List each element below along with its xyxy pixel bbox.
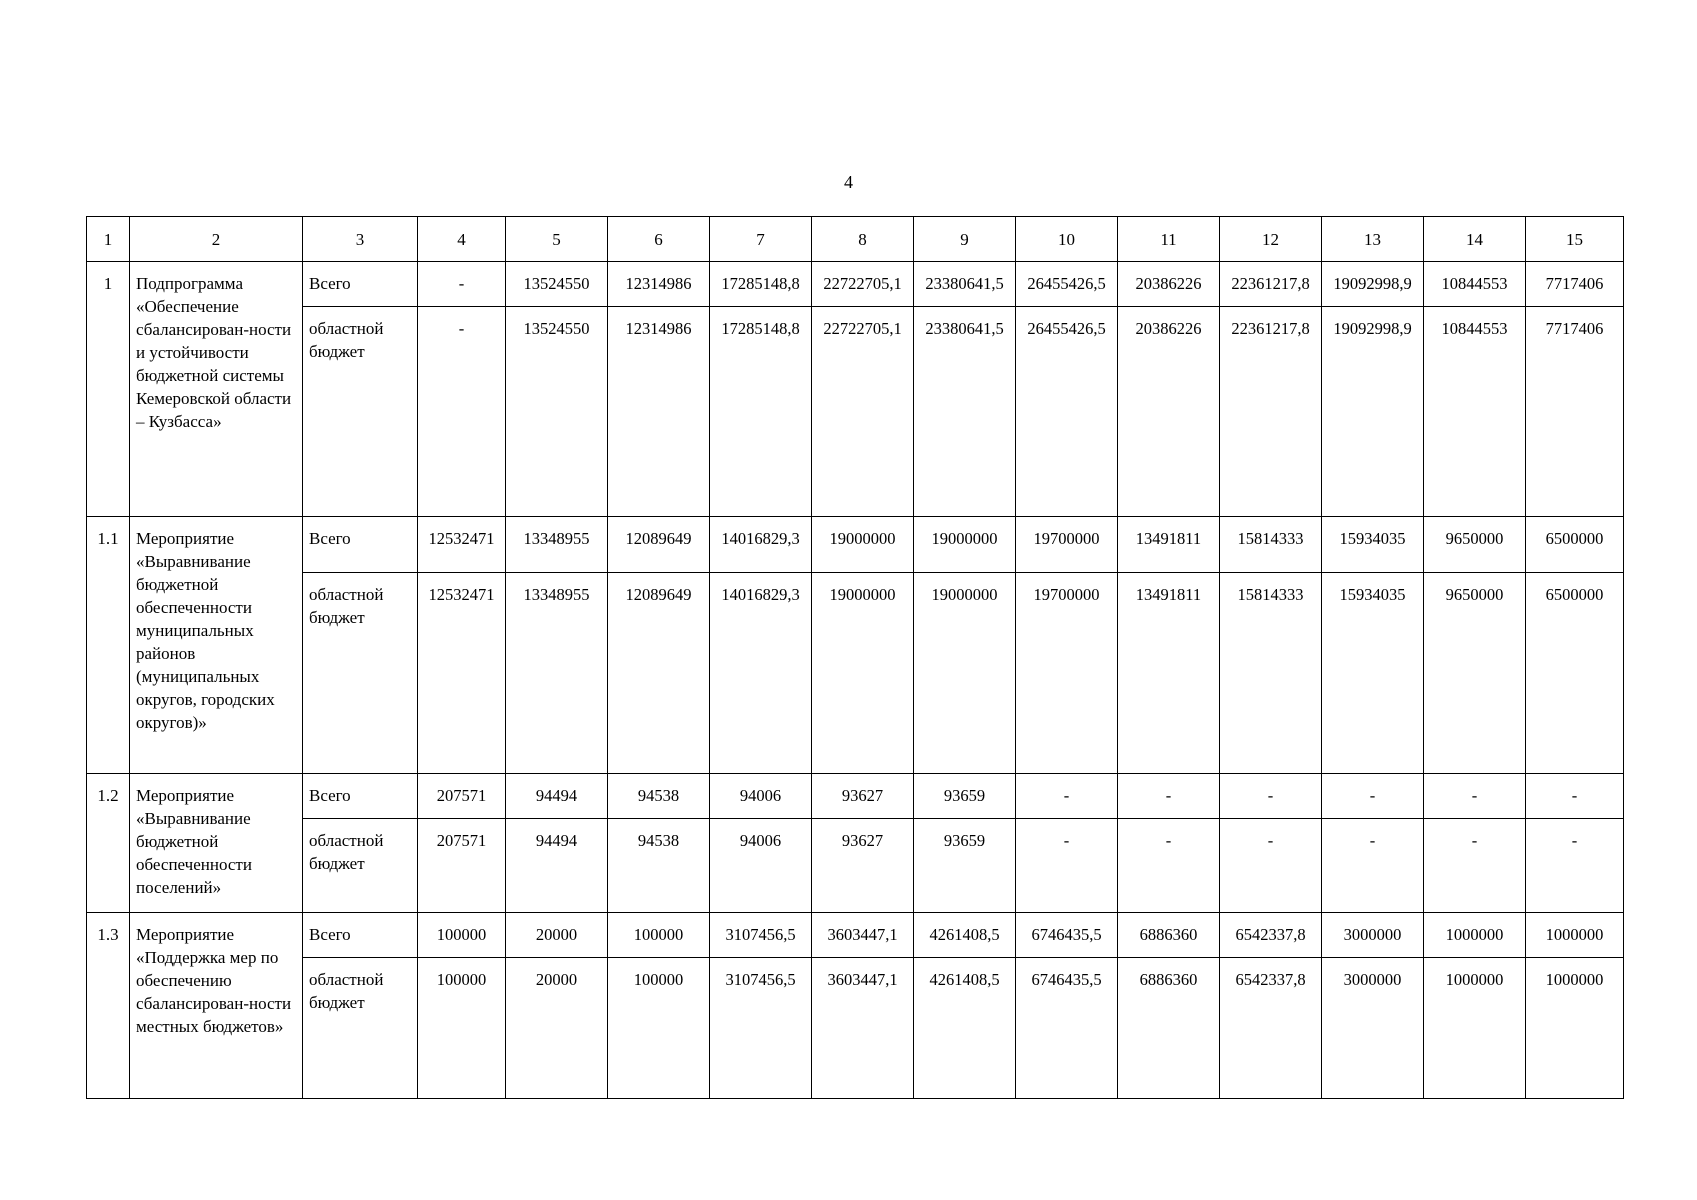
value-cell: - bbox=[1424, 819, 1526, 913]
table-row bbox=[87, 307, 1624, 517]
item-number-cell: 1.3 bbox=[87, 913, 130, 1099]
value-cell: 10844553 bbox=[1424, 262, 1526, 307]
table-row bbox=[87, 958, 1624, 1099]
value-cell: 22722705,1 bbox=[812, 307, 914, 517]
value-cell: 4261408,5 bbox=[914, 958, 1016, 1099]
value-cell: 6500000 bbox=[1526, 517, 1624, 573]
value-cell: 17285148,8 bbox=[710, 307, 812, 517]
funding-source-cell: Всего bbox=[303, 262, 418, 307]
page-number: 4 bbox=[844, 172, 853, 192]
value-cell: - bbox=[1016, 774, 1118, 819]
value-cell: 19000000 bbox=[812, 573, 914, 774]
value-cell: 19000000 bbox=[914, 573, 1016, 774]
value-cell: 20386226 bbox=[1118, 262, 1220, 307]
value-cell: - bbox=[1220, 774, 1322, 819]
value-cell: 4261408,5 bbox=[914, 913, 1016, 958]
value-cell: 14016829,3 bbox=[710, 573, 812, 774]
funding-source-cell: областной бюджет bbox=[303, 819, 418, 913]
value-cell: 15934035 bbox=[1322, 517, 1424, 573]
column-number-cell: 2 bbox=[130, 217, 303, 262]
item-name-cell: Мероприятие «Выравнивание бюджетной обеспеченности муниципальных районов (муниципальных округов, городских округов)» bbox=[130, 517, 303, 774]
column-number-cell: 6 bbox=[608, 217, 710, 262]
value-cell: - bbox=[1118, 774, 1220, 819]
value-cell: - bbox=[1118, 819, 1220, 913]
value-cell: 13491811 bbox=[1118, 573, 1220, 774]
value-cell: 93659 bbox=[914, 819, 1016, 913]
value-cell: 100000 bbox=[418, 913, 506, 958]
value-cell: 19700000 bbox=[1016, 573, 1118, 774]
value-cell: - bbox=[418, 262, 506, 307]
value-cell: 13524550 bbox=[506, 307, 608, 517]
funding-source-cell: Всего bbox=[303, 517, 418, 573]
table-row bbox=[87, 517, 1624, 573]
value-cell: 207571 bbox=[418, 819, 506, 913]
budget-table bbox=[86, 216, 1624, 1099]
funding-source-cell: областной бюджет bbox=[303, 573, 418, 774]
column-number-cell: 1 bbox=[87, 217, 130, 262]
value-cell: 207571 bbox=[418, 774, 506, 819]
column-number-cell: 4 bbox=[418, 217, 506, 262]
item-name-cell: Мероприятие «Поддержка мер по обеспечению сбалансирован-ности местных бюджетов» bbox=[130, 913, 303, 1099]
value-cell: 12532471 bbox=[418, 517, 506, 573]
column-number-cell: 8 bbox=[812, 217, 914, 262]
item-name-cell: Подпрограмма «Обеспечение сбалансирован-ности и устойчивости бюджетной системы Кемеровской области – Кузбасса» bbox=[130, 262, 303, 517]
value-cell: - bbox=[418, 307, 506, 517]
value-cell: 10844553 bbox=[1424, 307, 1526, 517]
value-cell: 15814333 bbox=[1220, 573, 1322, 774]
value-cell: 6542337,8 bbox=[1220, 958, 1322, 1099]
value-cell: 6886360 bbox=[1118, 958, 1220, 1099]
value-cell: 22722705,1 bbox=[812, 262, 914, 307]
item-name-cell: Мероприятие «Выравнивание бюджетной обеспеченности поселений» bbox=[130, 774, 303, 913]
table-row bbox=[87, 819, 1624, 913]
value-cell: 20386226 bbox=[1118, 307, 1220, 517]
value-cell: 100000 bbox=[418, 958, 506, 1099]
value-cell: 13524550 bbox=[506, 262, 608, 307]
value-cell: 93627 bbox=[812, 774, 914, 819]
value-cell: 20000 bbox=[506, 958, 608, 1099]
value-cell: 1000000 bbox=[1526, 913, 1624, 958]
value-cell: 6746435,5 bbox=[1016, 958, 1118, 1099]
value-cell: 94494 bbox=[506, 774, 608, 819]
column-number-cell: 9 bbox=[914, 217, 1016, 262]
value-cell: - bbox=[1220, 819, 1322, 913]
value-cell: 100000 bbox=[608, 958, 710, 1099]
value-cell: 13348955 bbox=[506, 573, 608, 774]
value-cell: 13491811 bbox=[1118, 517, 1220, 573]
value-cell: 93627 bbox=[812, 819, 914, 913]
value-cell: - bbox=[1322, 819, 1424, 913]
value-cell: 3107456,5 bbox=[710, 958, 812, 1099]
table-row bbox=[87, 774, 1624, 819]
value-cell: 15934035 bbox=[1322, 573, 1424, 774]
column-number-cell: 13 bbox=[1322, 217, 1424, 262]
value-cell: 94538 bbox=[608, 819, 710, 913]
value-cell: - bbox=[1322, 774, 1424, 819]
funding-source-cell: Всего bbox=[303, 913, 418, 958]
value-cell: 22361217,8 bbox=[1220, 307, 1322, 517]
value-cell: 14016829,3 bbox=[710, 517, 812, 573]
value-cell: 94006 bbox=[710, 819, 812, 913]
value-cell: 17285148,8 bbox=[710, 262, 812, 307]
value-cell: 9650000 bbox=[1424, 517, 1526, 573]
table-row bbox=[87, 573, 1624, 774]
item-number-cell: 1.1 bbox=[87, 517, 130, 774]
value-cell: 100000 bbox=[608, 913, 710, 958]
column-number-cell: 3 bbox=[303, 217, 418, 262]
funding-source-cell: Всего bbox=[303, 774, 418, 819]
value-cell: 22361217,8 bbox=[1220, 262, 1322, 307]
value-cell: 13348955 bbox=[506, 517, 608, 573]
value-cell: 94006 bbox=[710, 774, 812, 819]
value-cell: 12089649 bbox=[608, 517, 710, 573]
value-cell: 15814333 bbox=[1220, 517, 1322, 573]
value-cell: 93659 bbox=[914, 774, 1016, 819]
column-number-cell: 12 bbox=[1220, 217, 1322, 262]
funding-source-cell: областной бюджет bbox=[303, 307, 418, 517]
value-cell: 6886360 bbox=[1118, 913, 1220, 958]
value-cell: 12532471 bbox=[418, 573, 506, 774]
value-cell: 3603447,1 bbox=[812, 913, 914, 958]
value-cell: - bbox=[1424, 774, 1526, 819]
value-cell: 3107456,5 bbox=[710, 913, 812, 958]
value-cell: 26455426,5 bbox=[1016, 262, 1118, 307]
item-number-cell: 1 bbox=[87, 262, 130, 517]
value-cell: 3000000 bbox=[1322, 958, 1424, 1099]
column-number-cell: 14 bbox=[1424, 217, 1526, 262]
value-cell: 9650000 bbox=[1424, 573, 1526, 774]
column-number-cell: 10 bbox=[1016, 217, 1118, 262]
value-cell: 3000000 bbox=[1322, 913, 1424, 958]
funding-source-cell: областной бюджет bbox=[303, 958, 418, 1099]
value-cell: 1000000 bbox=[1526, 958, 1624, 1099]
value-cell: 1000000 bbox=[1424, 958, 1526, 1099]
column-number-cell: 5 bbox=[506, 217, 608, 262]
value-cell: 6746435,5 bbox=[1016, 913, 1118, 958]
value-cell: 19092998,9 bbox=[1322, 307, 1424, 517]
value-cell: - bbox=[1016, 819, 1118, 913]
value-cell: 1000000 bbox=[1424, 913, 1526, 958]
value-cell: 6500000 bbox=[1526, 573, 1624, 774]
table-row bbox=[87, 913, 1624, 958]
table-row bbox=[87, 262, 1624, 307]
value-cell: 19700000 bbox=[1016, 517, 1118, 573]
value-cell: 19000000 bbox=[812, 517, 914, 573]
item-number-cell: 1.2 bbox=[87, 774, 130, 913]
value-cell: 94538 bbox=[608, 774, 710, 819]
value-cell: 20000 bbox=[506, 913, 608, 958]
value-cell: 19092998,9 bbox=[1322, 262, 1424, 307]
value-cell: - bbox=[1526, 774, 1624, 819]
column-number-cell: 11 bbox=[1118, 217, 1220, 262]
value-cell: 12089649 bbox=[608, 573, 710, 774]
value-cell: 6542337,8 bbox=[1220, 913, 1322, 958]
column-number-cell: 15 bbox=[1526, 217, 1624, 262]
value-cell: 7717406 bbox=[1526, 262, 1624, 307]
value-cell: 12314986 bbox=[608, 262, 710, 307]
value-cell: 7717406 bbox=[1526, 307, 1624, 517]
value-cell: 19000000 bbox=[914, 517, 1016, 573]
value-cell: 23380641,5 bbox=[914, 307, 1016, 517]
table-header-row bbox=[87, 217, 1624, 262]
value-cell: 94494 bbox=[506, 819, 608, 913]
column-number-cell: 7 bbox=[710, 217, 812, 262]
value-cell: 23380641,5 bbox=[914, 262, 1016, 307]
value-cell: 12314986 bbox=[608, 307, 710, 517]
value-cell: 3603447,1 bbox=[812, 958, 914, 1099]
value-cell: 26455426,5 bbox=[1016, 307, 1118, 517]
value-cell: - bbox=[1526, 819, 1624, 913]
